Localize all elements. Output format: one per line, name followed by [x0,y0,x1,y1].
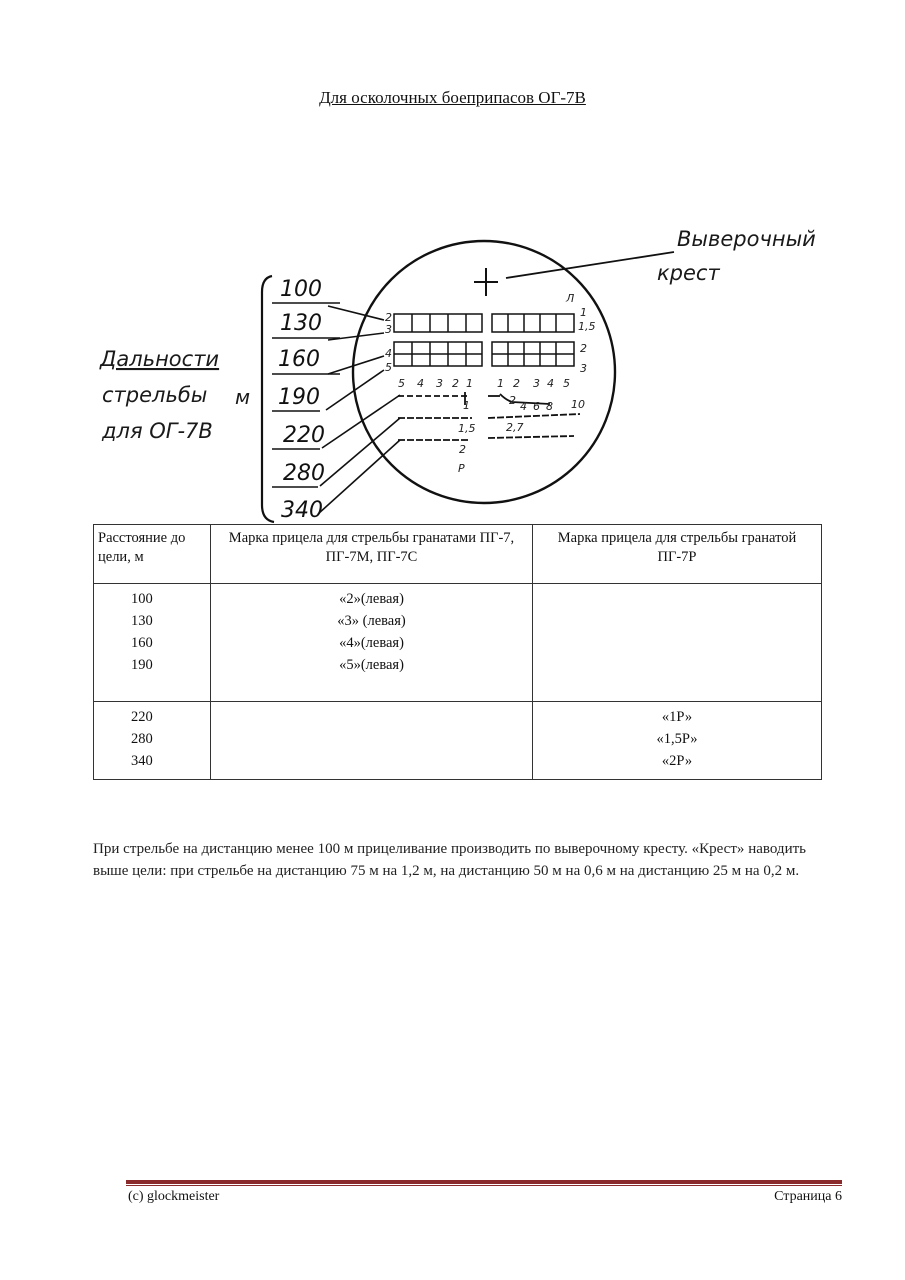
distance-value: 280 [131,731,153,747]
scale-number: 2 [452,377,459,390]
mark-value: «5»(левая) [339,657,404,673]
left-mark-label: 4 [385,347,392,360]
right-mark-label: 1 [580,306,587,319]
mark-value: «2Р» [661,753,693,769]
distance-value: 130 [131,613,153,629]
cross-label-line1: Выверочный [677,227,816,251]
left-mark-label: 5 [385,361,392,374]
footer-author: (c) glockmeister [128,1189,220,1204]
right-scale [497,377,570,390]
marks-b-list [534,703,820,772]
scale-number: 1 [466,377,473,390]
range-sight-table [93,524,822,780]
cross-pointer-line [506,252,674,278]
side-label-unit: м [235,385,251,409]
mark-value: «3» (левая) [337,613,406,629]
distance-value: 190 [131,657,153,673]
scale-number: 3 [436,377,443,390]
mark-value: «1,5Р» [656,731,698,747]
lead-mark: 4 [520,400,527,413]
right-mark-label: 1,5 [578,320,596,333]
table-header-row [94,525,822,584]
scale-number: 5 [563,377,570,390]
scale-number: 3 [533,377,540,390]
scale-number: 2 [513,377,520,390]
empty-cell [533,584,822,702]
lead-mark: 2 [509,394,516,407]
left-scale [398,377,473,390]
table-header-distance: Расстояние до цели, м [94,525,211,584]
mark-value: «4»(левая) [339,635,404,651]
right-mark-label: 2 [580,342,587,355]
side-label-line1: Дальности [100,347,220,371]
range-label: 100 [280,277,322,302]
distance-value: 160 [131,635,153,651]
range-label: 280 [283,461,325,486]
mark-value: «2»(левая) [339,591,404,607]
footer-page-number: Страница 6 [774,1189,842,1204]
range-bracket [262,276,274,522]
scale-number: 4 [547,377,554,390]
mark-value: «1Р» [661,709,693,725]
distance-value: 340 [131,753,153,769]
table-row [94,584,822,702]
lead-mark: 2,7 [506,421,524,434]
side-label-line2: стрельбы [102,383,208,407]
lower-mark: 1,5 [458,422,476,435]
footer-rule-thin [126,1185,842,1186]
table-header-marks-b: Марка прицела для стрельбы гранатой ПГ-7Р [533,525,822,584]
range-label: 160 [278,347,320,372]
table-row [94,702,822,780]
right-mark-label: 3 [580,362,587,375]
left-mark-label: 3 [385,323,392,336]
instruction-paragraph: При стрельбе на дистанцию менее 100 м прицеливание производить по выверочному кресту. «Крест» наводить выше цели: при стрельбе на дистанцию 75 м на 1,2 м, на дистанцию 50 м на 0,6 м на дистанцию 25 м на 0,2 м. [93,841,806,879]
lead-mark: 8 [546,400,553,413]
lead-mark: 6 [533,400,540,413]
right-mark-grid [492,314,574,366]
table-header-marks-a: Марка прицела для стрельбы гранатами ПГ-7, ПГ-7М, ПГ-7С [211,525,533,584]
distance-list [95,585,209,676]
range-label: 130 [280,311,322,336]
scale-number: 5 [398,377,405,390]
range-label: 190 [278,385,320,410]
distance-value: 100 [131,591,153,607]
footer-rule [126,1180,842,1184]
lower-mark: Р [458,462,465,475]
lead-mark: 10 [571,398,585,411]
right-top-letter: Л [566,292,575,305]
sight-circle [353,241,615,503]
lower-mark: 2 [459,443,466,456]
page-heading-text: Для осколочных боеприпасов ОГ-7В [319,88,586,107]
side-label-line3: для ОГ-7В [102,419,213,443]
distance-list [95,703,209,772]
marks-a-list [212,585,531,676]
left-mark-label: 2 [385,311,392,324]
distance-value: 220 [131,709,153,725]
sight-reticle-diagram [0,0,905,530]
cross-label-line2: крест [657,261,720,285]
empty-cell [211,702,533,780]
range-label: 220 [283,423,325,448]
left-mark-grid [394,314,482,366]
lower-mark: 1 [463,399,470,412]
range-labels [272,277,340,523]
scale-number: 4 [417,377,424,390]
range-label: 340 [281,498,323,523]
scale-number: 1 [497,377,504,390]
